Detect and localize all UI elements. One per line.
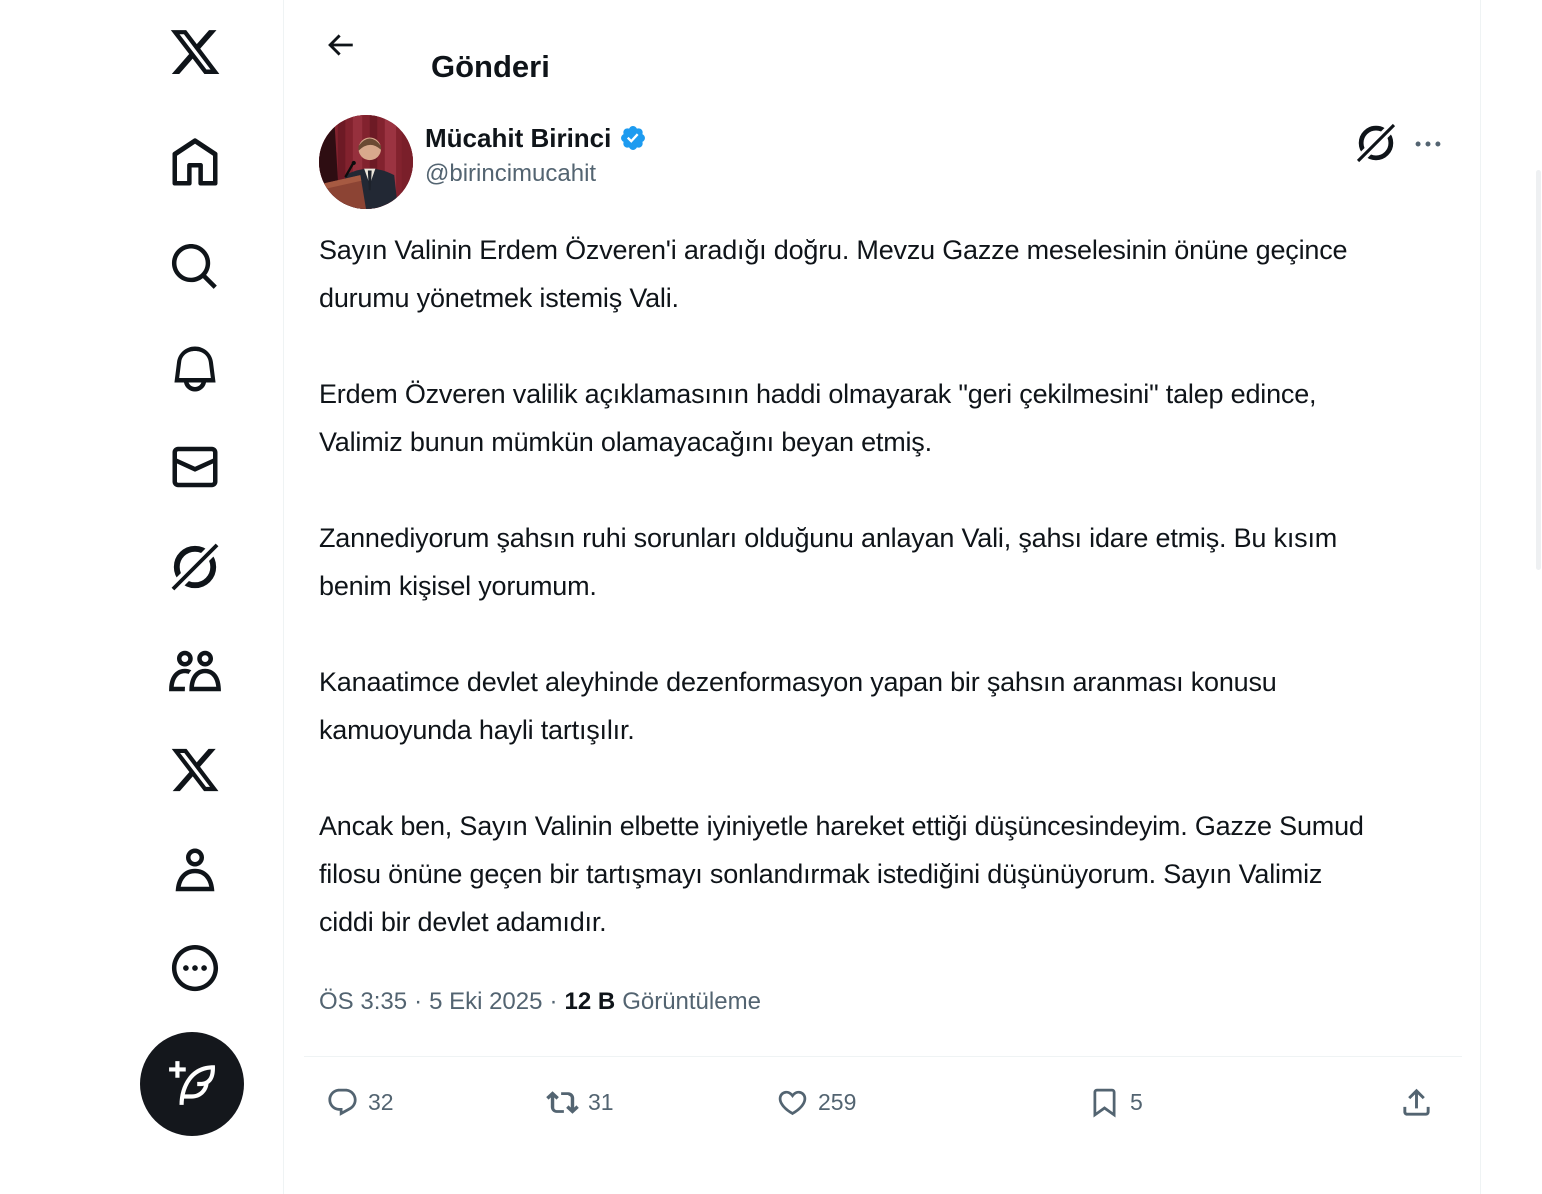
sidebar-item-premium[interactable] [169,744,221,796]
bookmark-button[interactable] [1088,1057,1143,1147]
sidebar-item-profile[interactable] [168,844,222,898]
views-label: Görüntüleme [622,988,761,1015]
main-column [283,0,1481,1194]
sidebar-item-more[interactable] [168,941,222,995]
grok-icon [1354,121,1398,165]
x-logo-icon [168,25,222,79]
share-button[interactable] [1399,1057,1434,1147]
grok-actions-button[interactable] [1354,121,1398,165]
reply-count: 32 [368,1088,394,1115]
back-button[interactable] [320,26,360,66]
like-count: 259 [818,1088,857,1115]
search-icon [168,240,222,294]
compose-post-button[interactable] [140,1032,244,1136]
post-date: 5 Eki 2025 [429,988,543,1015]
reply-button[interactable] [326,1057,394,1147]
bookmark-count: 5 [1130,1088,1143,1115]
back-arrow-icon [323,28,357,62]
avatar[interactable] [319,115,413,209]
three-dots-icon [1411,127,1445,161]
sidebar-item-notifications[interactable] [168,342,222,396]
tweet-paragraph: Ancak ben, Sayın Valinin elbette iyiniyetle hareket ettiği düşüncesindeyim. Gazze Sumud filosu önüne geçen bir tartışmayı sonlandırmak istediğini düşünüyorum. Sayın Valimiz ciddi bir devlet adamıdır. [319,811,1364,937]
like-button[interactable] [776,1057,856,1147]
sidebar-item-messages[interactable] [168,440,222,494]
views-count: 12 B [564,988,616,1015]
more-circle-icon [168,941,222,995]
tweet-content [319,226,1451,1147]
repost-count: 31 [588,1088,614,1115]
tweet-paragraph: Sayın Valinin Erdem Özveren'i aradığı doğru. Mevzu Gazze meselesinin önüne geçince durumu yönetmek istemiş Vali. [319,235,1348,313]
compose-feather-icon [167,1059,217,1109]
sidebar [0,0,283,1194]
x-premium-icon [169,744,221,796]
timestamp-row [319,986,1451,1018]
tweet-paragraph: Zannediyorum şahsın ruhi sorunları olduğunu anlayan Vali, şahsı idare etmiş. Bu kısım benim kişisel yorumum. [319,523,1338,601]
sidebar-item-grok[interactable] [168,540,222,594]
repost-button[interactable] [546,1057,614,1147]
action-bar [326,1057,1436,1147]
share-icon [1399,1085,1434,1120]
post-header [284,0,1480,95]
sidebar-item-explore[interactable] [168,240,222,294]
bell-icon [168,342,222,396]
page-title: Gönderi [431,48,550,84]
sidebar-item-home[interactable] [168,136,222,190]
author-handle[interactable]: @birincimucahit [425,160,597,187]
separator-dot: · [549,988,558,1015]
home-icon [168,136,222,190]
separator-dot: · [414,988,423,1015]
tweet-text [319,226,1379,946]
tweet-more-button[interactable] [1410,127,1446,159]
author-name[interactable]: Mücahit Birinci [425,123,612,153]
post-time: ÖS 3:35 [319,988,408,1015]
communities-icon [168,644,222,698]
reply-icon [326,1086,359,1119]
sidebar-item-communities[interactable] [168,644,222,698]
envelope-icon [168,440,222,494]
bookmark-icon [1088,1086,1121,1119]
heart-icon [776,1086,809,1119]
tweet-paragraph: Kanaatimce devlet aleyhinde dezenformasyon yapan bir şahsın aranması konusu kamuoyunda hayli tartışılır. [319,667,1277,745]
verified-badge-icon [619,124,647,152]
scrollbar-thumb[interactable] [1536,170,1541,570]
author-block [425,121,647,189]
tweet-paragraph: Erdem Özveren valilik açıklamasının haddi olmayarak "geri çekilmesini" talep edince, Valimiz bunun mümkün olamayacağını beyan etmiş. [319,379,1317,457]
x-logo[interactable] [168,25,222,79]
grok-icon [168,540,222,594]
person-icon [168,844,222,898]
repost-icon [546,1086,579,1119]
avatar-photo [319,115,413,209]
